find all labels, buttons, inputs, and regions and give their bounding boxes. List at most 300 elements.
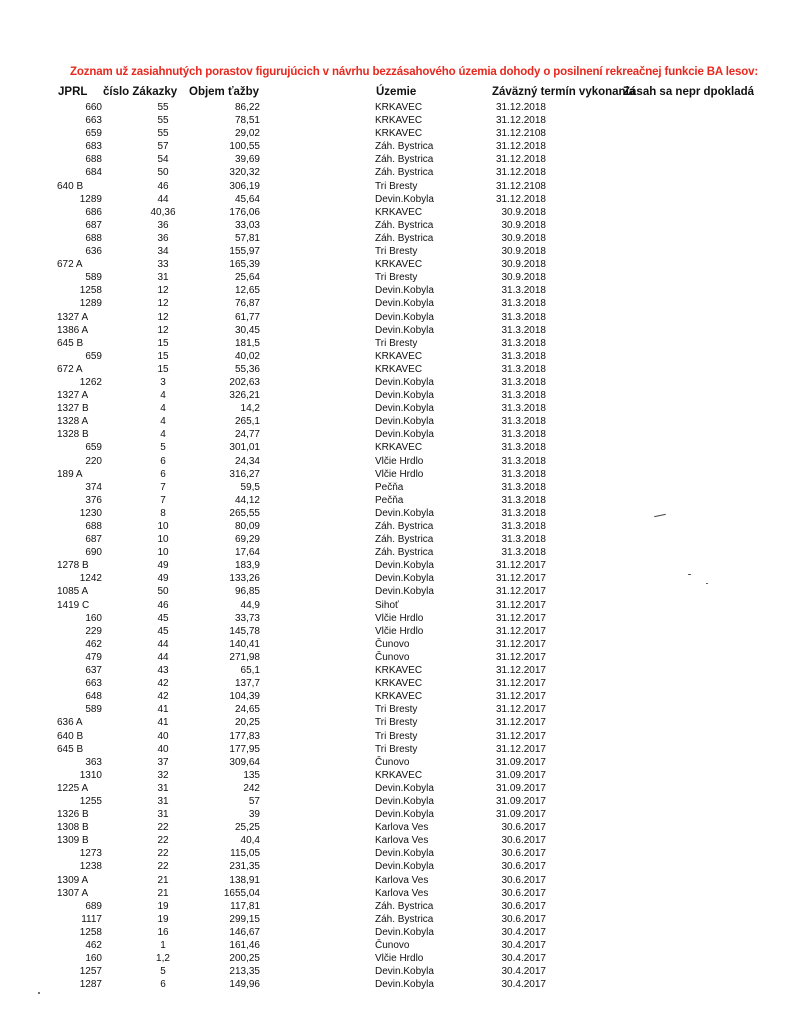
table-row [0, 311, 794, 324]
objem-cell: 86,22 [234, 102, 260, 113]
termin-cell: 31.3.2018 [501, 481, 546, 493]
jprl-cell: 663 [85, 115, 102, 127]
uzemie-cell: Karlova Ves [375, 822, 429, 834]
zakazka-cell: 40,36 [150, 206, 176, 218]
uzemie-cell: Devin.Kobyla [375, 966, 434, 978]
zakazka-cell: 16 [157, 926, 169, 938]
uzemie-cell: Devin.Kobyla [375, 507, 434, 519]
table-row [0, 559, 794, 572]
uzemie-cell: Karlova Ves [375, 874, 429, 886]
objem-cell: 25,64 [234, 272, 260, 284]
uzemie-cell: KRKAVEC [375, 678, 423, 690]
uzemie-cell: KRKAVEC [375, 128, 423, 140]
scan-mark [38, 992, 40, 994]
uzemie-cell: Tri Bresty [375, 717, 418, 729]
objem-cell: 30,45 [234, 324, 260, 336]
uzemie-cell: Devin.Kobyla [375, 861, 434, 873]
jprl-cell: 1309 B [57, 835, 89, 847]
table-row [0, 638, 794, 651]
table-row [0, 153, 794, 166]
jprl-cell: 1328 A [57, 416, 89, 428]
jprl-cell: 1327 B [57, 403, 89, 415]
jprl-cell: 1230 [79, 507, 102, 519]
zakazka-cell: 5 [160, 966, 166, 978]
objem-cell: 12,65 [234, 285, 260, 297]
table-row [0, 847, 794, 860]
table-row [0, 507, 794, 520]
uzemie-cell: Čunovo [375, 638, 410, 650]
jprl-cell: 688 [85, 154, 102, 166]
termin-cell: 31.12.2017 [495, 560, 546, 572]
objem-cell: 40,4 [240, 835, 260, 847]
termin-cell: 30.6.2017 [501, 913, 546, 925]
zakazka-cell: 21 [157, 874, 169, 886]
zakazka-cell: 31 [157, 795, 169, 807]
scan-mark [688, 574, 691, 575]
termin-cell: 31.12.2017 [495, 625, 546, 637]
termin-cell: 31.12.2017 [495, 743, 546, 755]
table-row [0, 808, 794, 821]
objem-cell: 183,9 [234, 560, 260, 572]
uzemie-cell: Záh. Bystrica [375, 534, 434, 546]
uzemie-cell: Pečňa [375, 494, 404, 506]
termin-cell: 31.3.2018 [501, 298, 546, 310]
termin-cell: 31.3.2018 [501, 311, 546, 323]
zakazka-cell: 1 [160, 940, 166, 951]
uzemie-cell: Karlova Ves [375, 835, 429, 847]
zakazka-cell: 40 [157, 730, 169, 742]
table-row [0, 782, 794, 795]
zakazka-cell: 5 [160, 442, 166, 454]
header-cislo-zakazky: číslo Zákazky [103, 86, 178, 98]
termin-cell: 30.6.2017 [501, 887, 546, 899]
jprl-cell: 1278 B [57, 560, 89, 572]
jprl-cell: 1307 A [57, 887, 89, 899]
uzemie-cell: Devin.Kobyla [375, 573, 434, 585]
jprl-cell: 1258 [79, 926, 102, 938]
zakazka-cell: 45 [157, 612, 169, 624]
objem-cell: 146,67 [229, 926, 260, 938]
jprl-cell: 376 [85, 494, 102, 506]
zakazka-cell: 6 [160, 979, 166, 991]
zakazka-cell: 37 [157, 756, 169, 768]
objem-cell: 165,39 [229, 259, 260, 271]
jprl-cell: 1255 [79, 795, 102, 807]
table-row [0, 533, 794, 546]
table-row [0, 468, 794, 481]
jprl-cell: 648 [85, 691, 102, 703]
zakazka-cell: 36 [157, 219, 169, 231]
uzemie-cell: Devin.Kobyla [375, 560, 434, 572]
objem-cell: 301,01 [229, 442, 260, 454]
uzemie-cell: KRKAVEC [375, 350, 423, 362]
jprl-cell: 1238 [79, 861, 102, 873]
uzemie-cell: Devin.Kobyla [375, 795, 434, 807]
zakazka-cell: 55 [157, 102, 169, 113]
header-objem-tazby: Objem ťažby [189, 86, 260, 98]
uzemie-cell: Tri Bresty [375, 730, 418, 742]
table-row [0, 245, 794, 258]
table-row [0, 350, 794, 363]
objem-cell: 17,64 [234, 547, 260, 559]
zakazka-cell: 42 [157, 678, 169, 690]
zakazka-cell: 1,2 [156, 953, 170, 965]
termin-cell: 31.12.2108 [495, 128, 546, 140]
table-row [0, 284, 794, 297]
uzemie-cell: Devin.Kobyla [375, 926, 434, 938]
objem-cell: 14,2 [240, 403, 260, 415]
jprl-cell: 1242 [79, 573, 102, 585]
table-row [0, 677, 794, 690]
zakazka-cell: 12 [157, 311, 169, 323]
uzemie-cell: KRKAVEC [375, 259, 423, 271]
uzemie-cell: Vlčie Hrdlo [375, 468, 424, 480]
objem-cell: 24,65 [234, 704, 260, 716]
uzemie-cell: Záh. Bystrica [375, 232, 434, 244]
table-row [0, 258, 794, 271]
uzemie-cell: Vlčie Hrdlo [375, 612, 424, 624]
objem-cell: 161,46 [229, 940, 260, 951]
termin-cell: 31.12.2017 [495, 665, 546, 677]
termin-cell: 31.12.2017 [495, 638, 546, 650]
uzemie-cell: Devin.Kobyla [375, 298, 434, 310]
objem-cell: 61,77 [234, 311, 260, 323]
table-row [0, 415, 794, 428]
table-row [0, 389, 794, 402]
uzemie-cell: Devin.Kobyla [375, 429, 434, 441]
jprl-cell: 1287 [79, 979, 102, 991]
termin-cell: 31.3.2018 [501, 285, 546, 297]
objem-cell: 135 [243, 769, 260, 781]
jprl-cell: 683 [85, 141, 102, 153]
table-row [0, 324, 794, 337]
jprl-cell: 589 [85, 704, 102, 716]
termin-cell: 31.12.2018 [495, 167, 546, 179]
uzemie-cell: Záh. Bystrica [375, 521, 434, 532]
termin-cell: 31.12.2017 [495, 651, 546, 663]
zakazka-cell: 4 [160, 403, 166, 415]
table-row [0, 834, 794, 847]
jprl-cell: 1085 A [57, 586, 89, 598]
termin-cell: 31.3.2018 [501, 455, 546, 467]
termin-cell: 31.12.2108 [495, 180, 546, 192]
document-title: Zoznam už zasiahnutých porastov figurujúcich v návrhu bezzásahového územia dohody o posilnení rekreačnej funkcie BA lesov: [70, 66, 759, 78]
termin-cell: 31.3.2018 [501, 363, 546, 375]
uzemie-cell: Tri Bresty [375, 337, 418, 349]
zakazka-cell: 22 [157, 848, 169, 860]
zakazka-cell: 12 [157, 298, 169, 310]
zakazka-cell: 22 [157, 835, 169, 847]
termin-cell: 30.4.2017 [501, 966, 546, 978]
table-row [0, 481, 794, 494]
termin-cell: 31.3.2018 [501, 390, 546, 402]
termin-cell: 30.6.2017 [501, 848, 546, 860]
objem-cell: 145,78 [229, 625, 260, 637]
uzemie-cell: KRKAVEC [375, 363, 423, 375]
termin-cell: 31.12.2017 [495, 573, 546, 585]
objem-cell: 45,64 [234, 193, 260, 205]
table-row [0, 900, 794, 913]
jprl-cell: 690 [85, 547, 102, 559]
zakazka-cell: 43 [157, 665, 169, 677]
jprl-cell: 160 [85, 953, 102, 965]
objem-cell: 117,81 [230, 900, 260, 912]
termin-cell: 30.9.2018 [501, 246, 546, 258]
objem-cell: 96,85 [234, 586, 260, 598]
jprl-cell: 1225 A [57, 782, 89, 794]
zakazka-cell: 54 [157, 154, 169, 166]
objem-cell: 59,5 [240, 481, 260, 493]
objem-cell: 138,91 [229, 874, 260, 886]
jprl-cell: 1328 B [57, 429, 89, 441]
table-row [0, 180, 794, 193]
jprl-cell: 636 [85, 246, 102, 258]
termin-cell: 31.3.2018 [501, 547, 546, 559]
table-row [0, 114, 794, 127]
termin-cell: 30.6.2017 [501, 822, 546, 834]
jprl-cell: 687 [85, 534, 102, 546]
objem-cell: 39 [248, 809, 260, 821]
uzemie-cell: KRKAVEC [375, 665, 423, 677]
table-row [0, 166, 794, 179]
uzemie-cell: Devin.Kobyla [375, 809, 434, 821]
uzemie-cell: Záh. Bystrica [375, 141, 434, 153]
zakazka-cell: 10 [157, 521, 169, 532]
zakazka-cell: 44 [157, 651, 169, 663]
zakazka-cell: 41 [157, 704, 169, 716]
table-row [0, 690, 794, 703]
zakazka-cell: 31 [157, 782, 169, 794]
objem-cell: 316,27 [229, 468, 260, 480]
objem-cell: 104,39 [229, 691, 260, 703]
zakazka-cell: 21 [157, 887, 169, 899]
uzemie-cell: Devin.Kobyla [375, 403, 434, 415]
termin-cell: 31.3.2018 [501, 376, 546, 388]
uzemie-cell: Záh. Bystrica [375, 900, 434, 912]
termin-cell: 30.6.2017 [501, 835, 546, 847]
objem-cell: 177,95 [229, 743, 260, 755]
zakazka-cell: 10 [157, 547, 169, 559]
objem-cell: 55,36 [234, 363, 260, 375]
table-row [0, 337, 794, 350]
objem-cell: 76,87 [234, 298, 260, 310]
zakazka-cell: 44 [157, 638, 169, 650]
termin-cell: 30.9.2018 [501, 219, 546, 231]
uzemie-cell: Vlčie Hrdlo [375, 625, 424, 637]
zakazka-cell: 15 [157, 350, 169, 362]
objem-cell: 33,03 [234, 219, 260, 231]
termin-cell: 30.4.2017 [501, 926, 546, 938]
zakazka-cell: 41 [157, 717, 169, 729]
table-row [0, 939, 794, 952]
uzemie-cell: Devin.Kobyla [375, 979, 434, 991]
objem-cell: 33,73 [234, 612, 260, 624]
termin-cell: 31.3.2018 [501, 324, 546, 336]
jprl-cell: 589 [85, 272, 102, 284]
uzemie-cell: Devin.Kobyla [375, 311, 434, 323]
uzemie-cell: Devin.Kobyla [375, 285, 434, 297]
table-row [0, 206, 794, 219]
termin-cell: 30.4.2017 [501, 979, 546, 991]
objem-cell: 265,1 [234, 416, 260, 428]
jprl-cell: 220 [85, 455, 102, 467]
table-row [0, 572, 794, 585]
zakazka-cell: 12 [157, 285, 169, 297]
termin-cell: 31.12.2018 [495, 115, 546, 127]
table-row [0, 402, 794, 415]
termin-cell: 31.3.2018 [501, 416, 546, 428]
zakazka-cell: 12 [157, 324, 169, 336]
zakazka-cell: 55 [157, 128, 169, 140]
zakazka-cell: 19 [157, 913, 169, 925]
objem-cell: 326,21 [229, 390, 260, 402]
uzemie-cell: Sihoť [375, 599, 399, 611]
termin-cell: 30.9.2018 [501, 232, 546, 244]
objem-cell: 299,15 [229, 913, 260, 925]
table-row [0, 716, 794, 729]
jprl-cell: 1289 [79, 298, 102, 310]
zakazka-cell: 34 [157, 246, 169, 258]
jprl-cell: 663 [85, 678, 102, 690]
header-termin: Záväzný termín vykonania [492, 86, 636, 98]
termin-cell: 31.12.2017 [495, 691, 546, 703]
table-row [0, 795, 794, 808]
uzemie-cell: KRKAVEC [375, 102, 423, 113]
uzemie-cell: Záh. Bystrica [375, 167, 434, 179]
termin-cell: 31.3.2018 [501, 350, 546, 362]
uzemie-cell: Vlčie Hrdlo [375, 455, 424, 467]
uzemie-cell: KRKAVEC [375, 115, 423, 127]
jprl-cell: 636 A [57, 717, 83, 729]
zakazka-cell: 6 [160, 468, 166, 480]
termin-cell: 31.3.2018 [501, 337, 546, 349]
uzemie-cell: KRKAVEC [375, 442, 423, 454]
uzemie-cell: Devin.Kobyla [375, 376, 434, 388]
objem-cell: 181,5 [234, 337, 260, 349]
header-uzemie: Územie [376, 86, 417, 98]
uzemie-cell: Tri Bresty [375, 743, 418, 755]
table-row [0, 664, 794, 677]
table-row [0, 965, 794, 978]
table-row [0, 585, 794, 598]
table-row [0, 651, 794, 664]
table-row [0, 520, 794, 533]
jprl-cell: 687 [85, 219, 102, 231]
zakazka-cell: 10 [157, 534, 169, 546]
table-row [0, 140, 794, 153]
objem-cell: 213,35 [229, 966, 260, 978]
zakazka-cell: 32 [157, 769, 169, 781]
jprl-cell: 1386 A [57, 324, 89, 336]
zakazka-cell: 50 [157, 167, 169, 179]
termin-cell: 31.09.2017 [495, 769, 546, 781]
jprl-cell: 1117 [81, 913, 102, 925]
termin-cell: 31.3.2018 [501, 468, 546, 480]
uzemie-cell: Tri Bresty [375, 704, 418, 716]
uzemie-cell: Záh. Bystrica [375, 547, 434, 559]
uzemie-cell: Devin.Kobyla [375, 586, 434, 598]
objem-cell: 24,77 [234, 429, 260, 441]
zakazka-cell: 7 [160, 494, 166, 506]
jprl-cell: 672 A [57, 259, 83, 271]
objem-cell: 309,64 [229, 756, 260, 768]
table-row [0, 978, 794, 991]
objem-cell: 24,34 [234, 455, 260, 467]
termin-cell: 31.3.2018 [501, 507, 546, 519]
uzemie-cell: KRKAVEC [375, 691, 423, 703]
table-row [0, 926, 794, 939]
jprl-cell: 189 A [57, 468, 83, 480]
zakazka-cell: 22 [157, 861, 169, 873]
uzemie-cell: Tri Bresty [375, 246, 418, 258]
table-row [0, 494, 794, 507]
objem-cell: 1655,04 [223, 887, 260, 899]
table-row [0, 756, 794, 769]
jprl-cell: 1308 B [57, 822, 89, 834]
termin-cell: 30.4.2017 [501, 940, 546, 951]
objem-cell: 137,7 [234, 678, 260, 690]
termin-cell: 31.12.2017 [495, 599, 546, 611]
zakazka-cell: 49 [157, 573, 169, 585]
table-row [0, 887, 794, 900]
table-row [0, 232, 794, 245]
objem-cell: 115,05 [230, 848, 260, 860]
jprl-cell: 160 [85, 612, 102, 624]
table-row [0, 363, 794, 376]
uzemie-cell: Devin.Kobyla [375, 324, 434, 336]
table-row [0, 703, 794, 716]
table-row [0, 455, 794, 468]
jprl-cell: 688 [85, 521, 102, 532]
uzemie-cell: Vlčie Hrdlo [375, 953, 424, 965]
uzemie-cell: Záh. Bystrica [375, 219, 434, 231]
zakazka-cell: 6 [160, 455, 166, 467]
table-row [0, 874, 794, 887]
uzemie-cell: Karlova Ves [375, 887, 429, 899]
uzemie-cell: Tri Bresty [375, 180, 418, 192]
zakazka-cell: 19 [157, 900, 169, 912]
jprl-cell: 686 [85, 206, 102, 218]
jprl-cell: 479 [85, 651, 102, 663]
jprl-cell: 1257 [79, 966, 102, 978]
jprl-cell: 637 [85, 665, 102, 677]
termin-cell: 31.12.2017 [495, 678, 546, 690]
termin-cell: 30.9.2018 [501, 206, 546, 218]
zakazka-cell: 46 [157, 599, 169, 611]
objem-cell: 306,19 [229, 180, 260, 192]
table-row [0, 193, 794, 206]
zakazka-cell: 42 [157, 691, 169, 703]
zakazka-cell: 31 [157, 809, 169, 821]
jprl-cell: 462 [85, 638, 102, 650]
termin-cell: 31.3.2018 [501, 534, 546, 546]
jprl-cell: 645 B [57, 743, 84, 755]
table-row [0, 271, 794, 284]
objem-cell: 140,41 [229, 638, 260, 650]
table-body [0, 101, 794, 991]
objem-cell: 80,09 [234, 521, 260, 532]
termin-cell: 31.09.2017 [495, 782, 546, 794]
table-row [0, 127, 794, 140]
uzemie-cell: Devin.Kobyla [375, 390, 434, 402]
zakazka-cell: 7 [160, 481, 166, 493]
zakazka-cell: 4 [160, 429, 166, 441]
objem-cell: 100,55 [229, 141, 260, 153]
zakazka-cell: 45 [157, 625, 169, 637]
uzemie-cell: KRKAVEC [375, 769, 423, 781]
zakazka-cell: 31 [157, 272, 169, 284]
objem-cell: 149,96 [229, 979, 260, 991]
